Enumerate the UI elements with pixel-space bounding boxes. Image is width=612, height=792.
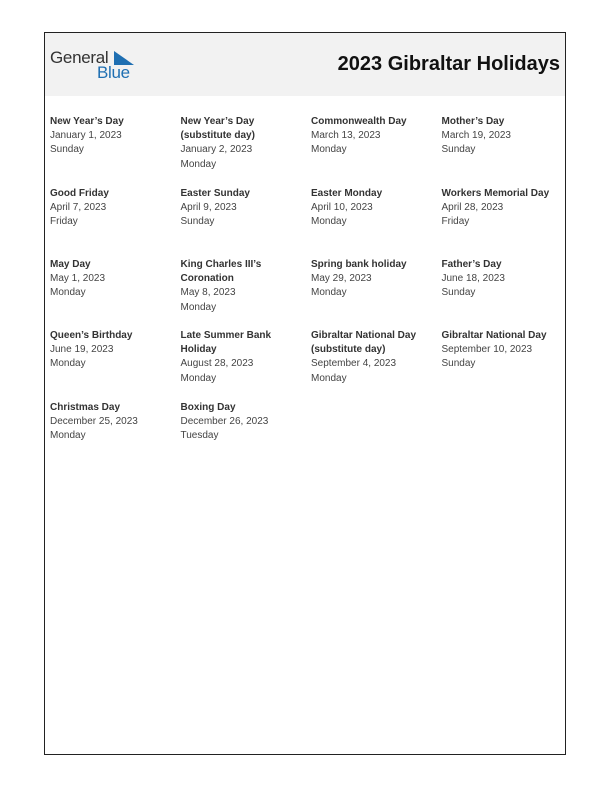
generalblue-logo — [50, 48, 140, 84]
holiday-date: September 4, 2023 — [311, 358, 397, 370]
holiday-weekday: Sunday — [180, 216, 215, 228]
holiday-date: January 2, 2023 — [180, 144, 253, 156]
holiday-item — [311, 258, 442, 329]
page-frame — [44, 32, 566, 755]
holiday-date: May 29, 2023 — [311, 273, 372, 285]
holiday-item — [311, 329, 442, 401]
holiday-name: Christmas Day — [50, 402, 121, 413]
holiday-item — [50, 187, 181, 258]
logo-general-text: General — [50, 48, 109, 67]
holiday-name: Boxing Day — [180, 402, 236, 413]
holiday-weekday: Monday — [180, 301, 217, 313]
holiday-item — [181, 115, 312, 187]
holiday-date: April 7, 2023 — [50, 202, 107, 214]
holiday-weekday: Sunday — [441, 358, 476, 370]
holiday-item — [181, 187, 312, 258]
holiday-weekday: Monday — [180, 372, 217, 384]
holiday-item — [50, 115, 181, 187]
holiday-name: New Year’s Day (substitute day) — [180, 116, 255, 142]
holiday-item — [442, 187, 573, 258]
holiday-name: Father’s Day — [441, 259, 502, 270]
holiday-name: New Year’s Day — [50, 116, 124, 127]
holiday-weekday: Monday — [180, 158, 217, 170]
holiday-weekday: Monday — [311, 144, 347, 156]
holiday-weekday: Monday — [311, 372, 347, 384]
page-title: 2023 Gibraltar Holidays — [337, 53, 560, 75]
holiday-row — [50, 187, 570, 258]
holiday-weekday: Sunday — [50, 144, 84, 156]
holiday-row — [50, 258, 570, 329]
holiday-date: June 19, 2023 — [50, 344, 114, 356]
holiday-date: May 1, 2023 — [50, 273, 106, 285]
holiday-weekday: Monday — [311, 216, 347, 228]
holiday-weekday: Sunday — [441, 287, 476, 299]
holiday-item — [442, 329, 573, 401]
holiday-name: Spring bank holiday — [311, 259, 407, 270]
holiday-date: January 1, 2023 — [50, 130, 122, 142]
holiday-weekday: Sunday — [441, 144, 476, 156]
holiday-date: May 8, 2023 — [180, 287, 236, 299]
holiday-weekday: Friday — [441, 216, 470, 228]
holiday-name: King Charles III’s Coronation — [180, 259, 262, 285]
holiday-name: Easter Monday — [311, 188, 383, 199]
holiday-name: Workers Memorial Day — [441, 188, 550, 199]
holiday-row — [50, 329, 570, 401]
holiday-name: Commonwealth Day — [311, 116, 407, 127]
header-band — [45, 33, 565, 96]
holiday-item — [311, 115, 442, 187]
holiday-name: Queen’s Birthday — [50, 330, 133, 341]
holiday-item — [50, 258, 181, 329]
holiday-item — [442, 258, 573, 329]
holiday-date: August 28, 2023 — [180, 358, 254, 370]
holiday-item — [181, 401, 312, 472]
holiday-weekday: Monday — [50, 430, 86, 442]
logo-blue-text: Blue — [97, 63, 130, 82]
holiday-weekday: Monday — [311, 287, 347, 299]
holiday-name: Mother’s Day — [441, 116, 505, 127]
holiday-date: September 10, 2023 — [441, 344, 533, 356]
holiday-row — [50, 115, 570, 187]
holiday-weekday: Friday — [50, 216, 78, 228]
holiday-name: Gibraltar National Day (substitute day) — [311, 330, 417, 356]
holiday-name: Late Summer Bank Holiday — [180, 330, 272, 356]
holiday-name: Gibraltar National Day — [441, 330, 547, 341]
holiday-item — [50, 401, 181, 472]
holiday-date: April 9, 2023 — [180, 202, 237, 214]
holiday-grid — [50, 115, 570, 472]
holiday-date: April 28, 2023 — [441, 202, 504, 214]
holiday-item — [181, 258, 312, 329]
holiday-date: March 13, 2023 — [311, 130, 381, 142]
holiday-date: December 25, 2023 — [50, 416, 138, 428]
holiday-row — [50, 401, 570, 472]
holiday-date: April 10, 2023 — [311, 202, 373, 214]
holiday-date: December 26, 2023 — [180, 416, 269, 428]
holiday-date: March 19, 2023 — [441, 130, 511, 142]
holiday-weekday: Monday — [50, 358, 86, 370]
holiday-weekday: Tuesday — [180, 430, 219, 442]
holiday-item — [50, 329, 181, 401]
holiday-name: Good Friday — [50, 188, 109, 199]
holiday-name: Easter Sunday — [180, 188, 250, 199]
holiday-item — [311, 187, 442, 258]
holiday-name: May Day — [50, 259, 91, 270]
holiday-item — [181, 329, 312, 401]
holiday-weekday: Monday — [50, 287, 86, 299]
holiday-date: June 18, 2023 — [441, 273, 505, 285]
holiday-item — [442, 115, 573, 187]
